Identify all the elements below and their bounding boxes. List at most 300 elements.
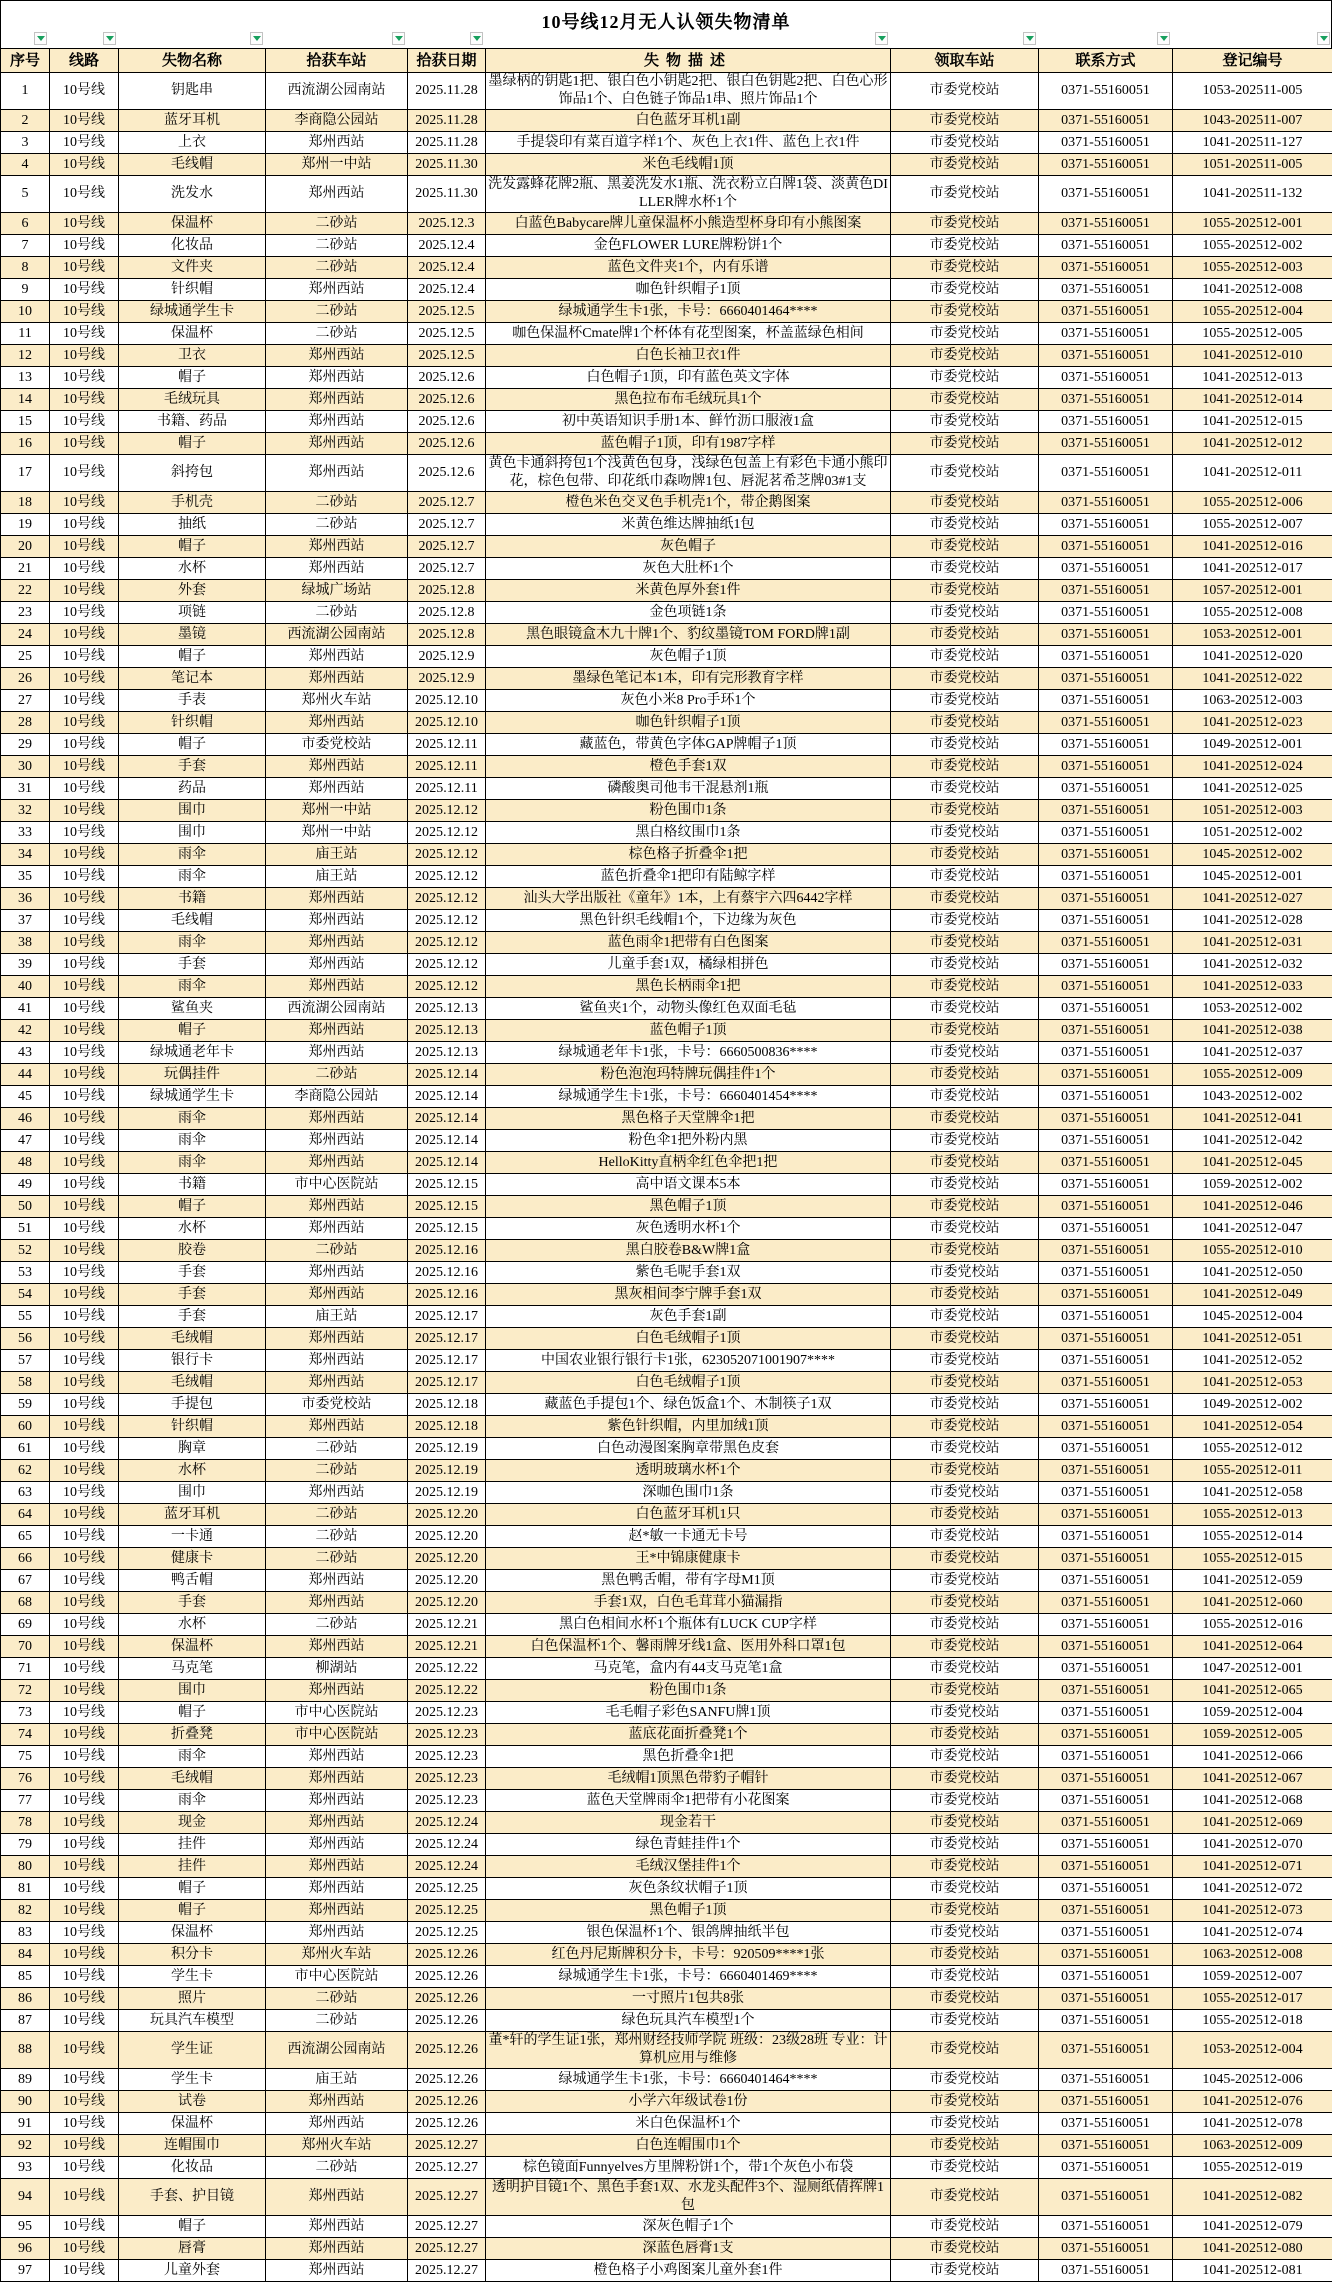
cell-date: 2025.12.4 [408,235,486,257]
cell-name: 毛线帽 [119,154,266,176]
cell-no: 52 [1,1240,50,1262]
cell-name: 学生卡 [119,1966,266,1988]
cell-contact: 0371-55160051 [1039,1548,1173,1570]
cell-contact: 0371-55160051 [1039,367,1173,389]
cell-no: 26 [1,668,50,690]
cell-pickup: 市委党校站 [891,1592,1039,1614]
cell-name: 保温杯 [119,1922,266,1944]
cell-reg: 1053-202512-004 [1173,2032,1332,2069]
cell-pickup: 市委党校站 [891,1614,1039,1636]
table-row [1,756,1332,778]
cell-pickup: 市委党校站 [891,1922,1039,1944]
cell-contact: 0371-55160051 [1039,455,1173,492]
cell-name: 手套 [119,954,266,976]
cell-desc: 深灰色帽子1个 [486,2216,891,2238]
cell-pickup: 市委党校站 [891,1966,1039,1988]
cell-name: 钥匙串 [119,73,266,110]
cell-desc: 黑色眼镜盒木九十牌1个、豹纹墨镜TOM FORD牌1副 [486,624,891,646]
cell-reg: 1041-202512-041 [1173,1108,1332,1130]
cell-pickup: 市委党校站 [891,433,1039,455]
cell-name: 雨伞 [119,976,266,998]
cell-pickup: 市委党校站 [891,1218,1039,1240]
cell-reg: 1045-202512-002 [1173,844,1332,866]
cell-name: 试卷 [119,2091,266,2113]
table-row [1,1680,1332,1702]
column-header-no: 序号 [1,49,50,73]
cell-name: 书籍 [119,888,266,910]
cell-reg: 1041-202512-079 [1173,2216,1332,2238]
cell-no: 9 [1,279,50,301]
cell-contact: 0371-55160051 [1039,1526,1173,1548]
cell-reg: 1041-202512-076 [1173,2091,1332,2113]
cell-contact: 0371-55160051 [1039,558,1173,580]
cell-line: 10号线 [50,492,119,514]
cell-contact: 0371-55160051 [1039,110,1173,132]
cell-reg: 1041-202512-008 [1173,279,1332,301]
cell-desc: 中国农业银行银行卡1张，623052071001907**** [486,1350,891,1372]
cell-desc: 米色毛线帽1顶 [486,154,891,176]
lost-items-table [0,48,1332,2282]
cell-desc: 棕色格子折叠伞1把 [486,844,891,866]
cell-contact: 0371-55160051 [1039,1834,1173,1856]
cell-name: 雨伞 [119,866,266,888]
cell-date: 2025.12.25 [408,1878,486,1900]
cell-date: 2025.12.24 [408,1856,486,1878]
cell-date: 2025.12.6 [408,389,486,411]
cell-no: 80 [1,1856,50,1878]
cell-date: 2025.12.26 [408,1944,486,1966]
cell-name: 帽子 [119,433,266,455]
cell-station: 市中心医院站 [266,1724,408,1746]
cell-station: 二砂站 [266,2157,408,2179]
cell-line: 10号线 [50,1482,119,1504]
cell-reg: 1043-202512-002 [1173,1086,1332,1108]
cell-pickup: 市委党校站 [891,536,1039,558]
cell-station: 二砂站 [266,602,408,624]
cell-reg: 1041-202512-066 [1173,1746,1332,1768]
cell-name: 帽子 [119,1900,266,1922]
cell-station: 庙王站 [266,2069,408,2091]
cell-station: 郑州西站 [266,411,408,433]
cell-station: 柳湖站 [266,1658,408,1680]
cell-no: 41 [1,998,50,1020]
cell-date: 2025.12.6 [408,411,486,433]
cell-desc: 小学六年级试卷1份 [486,2091,891,2113]
cell-desc: 粉色围巾1条 [486,800,891,822]
cell-no: 18 [1,492,50,514]
cell-pickup: 市委党校站 [891,2216,1039,2238]
cell-reg: 1053-202512-002 [1173,998,1332,1020]
cell-no: 20 [1,536,50,558]
cell-contact: 0371-55160051 [1039,822,1173,844]
cell-name: 连帽围巾 [119,2135,266,2157]
cell-reg: 1041-202512-015 [1173,411,1332,433]
cell-station: 郑州西站 [266,1900,408,1922]
cell-pickup: 市委党校站 [891,756,1039,778]
cell-station: 郑州一中站 [266,822,408,844]
cell-name: 手套 [119,1306,266,1328]
cell-date: 2025.12.5 [408,301,486,323]
cell-name: 帽子 [119,1702,266,1724]
cell-desc: 白色毛绒帽子1顶 [486,1328,891,1350]
cell-pickup: 市委党校站 [891,2157,1039,2179]
table-row [1,668,1332,690]
table-row [1,1504,1332,1526]
table-row [1,492,1332,514]
cell-line: 10号线 [50,2260,119,2282]
cell-desc: 汕头大学出版社《童年》1本，上有蔡宇六四6442字样 [486,888,891,910]
cell-no: 34 [1,844,50,866]
cell-reg: 1055-202512-012 [1173,1438,1332,1460]
autofilter-button-reg[interactable] [1317,32,1330,45]
table-row [1,624,1332,646]
cell-contact: 0371-55160051 [1039,1262,1173,1284]
cell-line: 10号线 [50,154,119,176]
chevron-down-icon [473,36,481,41]
cell-date: 2025.12.13 [408,1020,486,1042]
cell-desc: 灰色帽子1顶 [486,646,891,668]
cell-line: 10号线 [50,1218,119,1240]
cell-desc: 白色毛绒帽子1顶 [486,1372,891,1394]
cell-no: 49 [1,1174,50,1196]
cell-name: 手机壳 [119,492,266,514]
cell-name: 帽子 [119,646,266,668]
table-row [1,301,1332,323]
cell-date: 2025.12.21 [408,1614,486,1636]
cell-no: 6 [1,213,50,235]
cell-station: 二砂站 [266,257,408,279]
cell-line: 10号线 [50,110,119,132]
cell-name: 帽子 [119,536,266,558]
cell-contact: 0371-55160051 [1039,154,1173,176]
cell-no: 46 [1,1108,50,1130]
cell-date: 2025.12.12 [408,932,486,954]
cell-station: 庙王站 [266,844,408,866]
cell-contact: 0371-55160051 [1039,2010,1173,2032]
cell-contact: 0371-55160051 [1039,1394,1173,1416]
chevron-down-icon [878,36,886,41]
cell-line: 10号线 [50,132,119,154]
cell-station: 郑州西站 [266,389,408,411]
cell-name: 挂件 [119,1856,266,1878]
cell-date: 2025.12.10 [408,690,486,712]
cell-no: 57 [1,1350,50,1372]
cell-pickup: 市委党校站 [891,1526,1039,1548]
cell-station: 李商隐公园站 [266,1086,408,1108]
cell-reg: 1041-202512-078 [1173,2113,1332,2135]
cell-station: 郑州西站 [266,345,408,367]
cell-station: 西流湖公园南站 [266,73,408,110]
cell-date: 2025.12.8 [408,580,486,602]
cell-line: 10号线 [50,734,119,756]
table-row [1,910,1332,932]
table-row [1,2179,1332,2216]
table-row [1,2135,1332,2157]
table-row [1,1218,1332,1240]
cell-line: 10号线 [50,176,119,213]
cell-pickup: 市委党校站 [891,1086,1039,1108]
autofilter-button-line[interactable] [103,32,116,45]
cell-line: 10号线 [50,2216,119,2238]
column-header-name: 失物名称 [119,49,266,73]
cell-line: 10号线 [50,932,119,954]
cell-no: 23 [1,602,50,624]
cell-line: 10号线 [50,1878,119,1900]
cell-name: 针织帽 [119,279,266,301]
cell-date: 2025.12.11 [408,756,486,778]
cell-desc: 黑灰相间李宁牌手套1双 [486,1284,891,1306]
cell-contact: 0371-55160051 [1039,1064,1173,1086]
cell-pickup: 市委党校站 [891,1064,1039,1086]
cell-line: 10号线 [50,2091,119,2113]
cell-contact: 0371-55160051 [1039,176,1173,213]
cell-station: 郑州西站 [266,367,408,389]
cell-line: 10号线 [50,1922,119,1944]
cell-pickup: 市委党校站 [891,345,1039,367]
autofilter-button-desc[interactable] [875,32,888,45]
cell-reg: 1055-202512-011 [1173,1460,1332,1482]
cell-pickup: 市委党校站 [891,800,1039,822]
cell-no: 37 [1,910,50,932]
cell-line: 10号线 [50,1592,119,1614]
cell-name: 手套 [119,756,266,778]
cell-no: 91 [1,2113,50,2135]
cell-no: 59 [1,1394,50,1416]
cell-station: 郑州西站 [266,1768,408,1790]
cell-station: 郑州西站 [266,1020,408,1042]
cell-no: 83 [1,1922,50,1944]
cell-pickup: 市委党校站 [891,1504,1039,1526]
cell-contact: 0371-55160051 [1039,1460,1173,1482]
table-row [1,1658,1332,1680]
cell-station: 西流湖公园南站 [266,624,408,646]
table-row [1,1526,1332,1548]
table-row [1,1130,1332,1152]
cell-station: 市中心医院站 [266,1966,408,1988]
column-header-line: 线路 [50,49,119,73]
table-row [1,1592,1332,1614]
cell-reg: 1055-202512-009 [1173,1064,1332,1086]
cell-date: 2025.12.24 [408,1812,486,1834]
table-row [1,2238,1332,2260]
cell-desc: 灰色大肚杯1个 [486,558,891,580]
cell-date: 2025.12.14 [408,1152,486,1174]
cell-reg: 1055-202512-006 [1173,492,1332,514]
autofilter-button-contact[interactable] [1157,32,1170,45]
cell-pickup: 市委党校站 [891,668,1039,690]
cell-date: 2025.12.12 [408,866,486,888]
cell-date: 2025.12.7 [408,492,486,514]
cell-contact: 0371-55160051 [1039,1966,1173,1988]
cell-contact: 0371-55160051 [1039,734,1173,756]
cell-contact: 0371-55160051 [1039,411,1173,433]
autofilter-button-pickup[interactable] [1023,32,1036,45]
cell-reg: 1063-202512-009 [1173,2135,1332,2157]
cell-no: 55 [1,1306,50,1328]
cell-name: 学生卡 [119,2069,266,2091]
cell-contact: 0371-55160051 [1039,888,1173,910]
cell-station: 市中心医院站 [266,1702,408,1724]
cell-name: 手表 [119,690,266,712]
cell-name: 一卡通 [119,1526,266,1548]
cell-date: 2025.12.26 [408,1988,486,2010]
cell-no: 87 [1,2010,50,2032]
cell-name: 绿城通学生卡 [119,1086,266,1108]
autofilter-button-date[interactable] [470,32,483,45]
chevron-down-icon [1320,36,1328,41]
cell-station: 郑州西站 [266,1042,408,1064]
cell-reg: 1041-202512-074 [1173,1922,1332,1944]
cell-pickup: 市委党校站 [891,1372,1039,1394]
cell-pickup: 市委党校站 [891,778,1039,800]
cell-contact: 0371-55160051 [1039,2260,1173,2282]
cell-reg: 1041-202512-065 [1173,1680,1332,1702]
cell-reg: 1041-202512-020 [1173,646,1332,668]
cell-station: 郑州西站 [266,1834,408,1856]
cell-pickup: 市委党校站 [891,954,1039,976]
cell-contact: 0371-55160051 [1039,1350,1173,1372]
cell-name: 手套 [119,1592,266,1614]
cell-desc: 绿色青蛙挂件1个 [486,1834,891,1856]
cell-desc: 儿童手套1双，橘绿相拼色 [486,954,891,976]
cell-contact: 0371-55160051 [1039,932,1173,954]
cell-station: 郑州西站 [266,1592,408,1614]
cell-name: 保温杯 [119,323,266,345]
cell-reg: 1041-202511-132 [1173,176,1332,213]
cell-name: 水杯 [119,1614,266,1636]
cell-no: 40 [1,976,50,998]
cell-no: 89 [1,2069,50,2091]
cell-no: 5 [1,176,50,213]
cell-no: 63 [1,1482,50,1504]
autofilter-button-station[interactable] [392,32,405,45]
cell-name: 针织帽 [119,1416,266,1438]
cell-reg: 1041-202512-068 [1173,1790,1332,1812]
cell-contact: 0371-55160051 [1039,624,1173,646]
cell-pickup: 市委党校站 [891,2260,1039,2282]
table-row [1,1438,1332,1460]
cell-station: 郑州西站 [266,2113,408,2135]
cell-reg: 1051-202512-003 [1173,800,1332,822]
cell-date: 2025.12.23 [408,1768,486,1790]
cell-pickup: 市委党校站 [891,176,1039,213]
cell-station: 二砂站 [266,2010,408,2032]
cell-no: 95 [1,2216,50,2238]
table-row [1,213,1332,235]
cell-no: 69 [1,1614,50,1636]
cell-reg: 1055-202512-017 [1173,1988,1332,2010]
cell-desc: 绿城通学生卡1张，卡号：6660401464**** [486,2069,891,2091]
cell-reg: 1041-202512-060 [1173,1592,1332,1614]
cell-pickup: 市委党校站 [891,455,1039,492]
table-row [1,2032,1332,2069]
cell-name: 水杯 [119,558,266,580]
cell-contact: 0371-55160051 [1039,257,1173,279]
cell-reg: 1055-202512-003 [1173,257,1332,279]
cell-station: 郑州西站 [266,1878,408,1900]
table-row [1,844,1332,866]
cell-desc: HelloKitty直柄伞红色伞把1把 [486,1152,891,1174]
cell-line: 10号线 [50,1108,119,1130]
table-row [1,2157,1332,2179]
autofilter-button-name[interactable] [250,32,263,45]
cell-no: 3 [1,132,50,154]
cell-line: 10号线 [50,1746,119,1768]
cell-date: 2025.12.19 [408,1438,486,1460]
autofilter-button-no[interactable] [34,32,47,45]
cell-contact: 0371-55160051 [1039,1020,1173,1042]
cell-reg: 1055-202512-004 [1173,301,1332,323]
cell-contact: 0371-55160051 [1039,1570,1173,1592]
table-row [1,279,1332,301]
cell-line: 10号线 [50,602,119,624]
cell-pickup: 市委党校站 [891,1196,1039,1218]
cell-date: 2025.12.24 [408,1834,486,1856]
cell-station: 郑州西站 [266,778,408,800]
cell-no: 64 [1,1504,50,1526]
table-row [1,1724,1332,1746]
cell-desc: 黑色格子天堂牌伞1把 [486,1108,891,1130]
table-row [1,1328,1332,1350]
chevron-down-icon [253,36,261,41]
cell-pickup: 市委党校站 [891,110,1039,132]
column-header-date: 拾获日期 [408,49,486,73]
cell-line: 10号线 [50,624,119,646]
cell-station: 郑州西站 [266,932,408,954]
cell-station: 二砂站 [266,323,408,345]
cell-reg: 1055-202512-019 [1173,2157,1332,2179]
cell-no: 25 [1,646,50,668]
cell-date: 2025.12.12 [408,822,486,844]
chevron-down-icon [1160,36,1168,41]
cell-contact: 0371-55160051 [1039,1416,1173,1438]
cell-line: 10号线 [50,1526,119,1548]
cell-reg: 1055-202512-018 [1173,2010,1332,2032]
cell-desc: 初中英语知识手册1本、鲜竹沥口服液1盒 [486,411,891,433]
cell-name: 毛绒帽 [119,1328,266,1350]
cell-date: 2025.12.17 [408,1350,486,1372]
cell-station: 二砂站 [266,1460,408,1482]
cell-line: 10号线 [50,1152,119,1174]
cell-reg: 1043-202511-007 [1173,110,1332,132]
cell-date: 2025.12.22 [408,1680,486,1702]
cell-date: 2025.12.4 [408,279,486,301]
cell-reg: 1041-202512-032 [1173,954,1332,976]
cell-name: 现金 [119,1812,266,1834]
cell-line: 10号线 [50,1966,119,1988]
cell-name: 书籍 [119,1174,266,1196]
table-row [1,734,1332,756]
cell-no: 32 [1,800,50,822]
cell-line: 10号线 [50,1086,119,1108]
cell-contact: 0371-55160051 [1039,1812,1173,1834]
cell-desc: 米黄色维达牌抽纸1包 [486,514,891,536]
cell-reg: 1041-202512-010 [1173,345,1332,367]
cell-date: 2025.11.28 [408,110,486,132]
cell-no: 93 [1,2157,50,2179]
cell-no: 84 [1,1944,50,1966]
cell-line: 10号线 [50,888,119,910]
cell-date: 2025.12.27 [408,2238,486,2260]
table-row [1,558,1332,580]
cell-desc: 一寸照片1包共8张 [486,1988,891,2010]
cell-contact: 0371-55160051 [1039,1284,1173,1306]
table-row [1,1878,1332,1900]
cell-no: 35 [1,866,50,888]
table-row [1,1020,1332,1042]
cell-reg: 1045-202512-004 [1173,1306,1332,1328]
cell-desc: 白色连帽围巾1个 [486,2135,891,2157]
